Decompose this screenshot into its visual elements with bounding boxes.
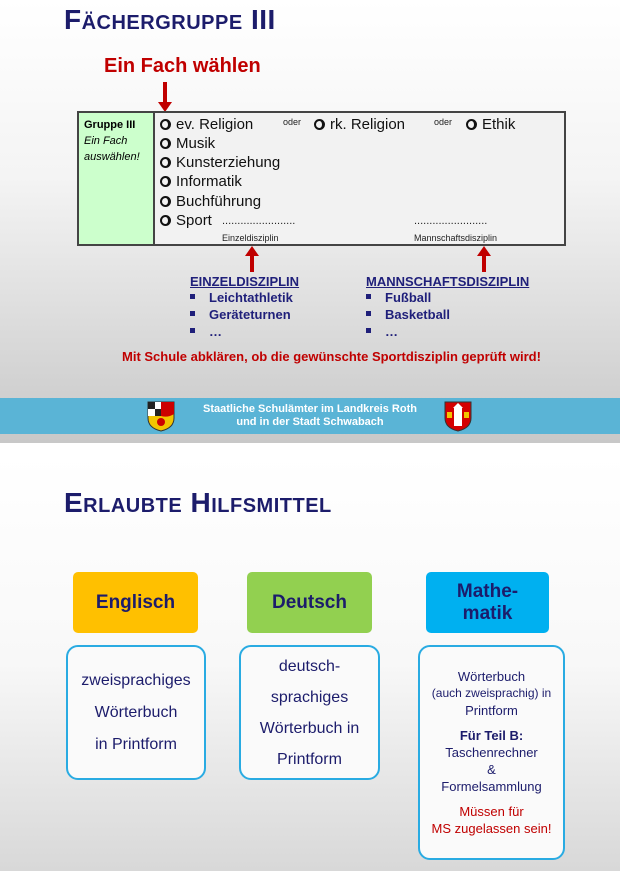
page-title: Erlaubte Hilfsmittel <box>64 487 332 518</box>
radio-icon <box>160 138 171 149</box>
option-ethik[interactable] <box>466 116 515 133</box>
bullet-icon <box>190 328 195 333</box>
header-line: Mathe- <box>456 580 519 602</box>
option-label: rk. Religion <box>330 116 406 133</box>
option-label: ev. Religion <box>176 116 254 133</box>
slide-hilfsmittel <box>0 455 620 871</box>
content-line: Formelsammlung <box>441 779 542 794</box>
einzel-blank[interactable]: ........................ <box>222 215 296 227</box>
header-line: matik <box>462 602 513 624</box>
warning-line: MS zugelassen sein! <box>431 821 552 836</box>
content-line: Taschenrechner <box>445 745 538 760</box>
radio-icon <box>160 176 171 187</box>
content-line: Printform <box>277 750 342 768</box>
radio-icon <box>314 119 325 130</box>
content-line: sprachiges <box>270 688 349 706</box>
option-label: Buchführung <box>176 193 262 210</box>
arrow-down-icon <box>163 82 167 104</box>
mannschaft-list <box>366 274 529 340</box>
group-table <box>77 111 566 246</box>
list-item: Leichtathletik <box>190 289 299 306</box>
option-label: Ethik <box>482 116 516 133</box>
content-line: Printform <box>465 703 518 718</box>
radio-icon <box>160 119 171 130</box>
einzel-label: Einzeldisziplin <box>222 233 279 243</box>
option-ev-religion[interactable] <box>160 116 253 133</box>
bullet-icon <box>366 294 371 299</box>
content-line: deutsch- <box>278 657 341 675</box>
group-name: Gruppe III <box>84 119 136 131</box>
schwabach-coat-of-arms-icon <box>443 400 473 432</box>
list-item: … <box>190 323 299 340</box>
radio-icon <box>160 215 171 226</box>
einzel-heading: EINZELDISZIPLIN <box>190 274 300 289</box>
deutsch-header: Deutsch <box>247 572 372 633</box>
instruction: Ein Fach wählen <box>104 55 261 77</box>
bullet-icon <box>190 294 195 299</box>
list-item: … <box>366 323 529 340</box>
option-label: Sport <box>176 212 212 229</box>
group-hint: Ein Fach <box>84 135 128 147</box>
option-kunsterziehung[interactable] <box>160 154 280 171</box>
radio-icon <box>160 157 171 168</box>
bullet-icon <box>366 311 371 316</box>
group-hint: auswählen! <box>84 151 140 163</box>
page-title: Fächergruppe III <box>64 4 276 35</box>
or-label: oder <box>283 117 302 127</box>
content-line: Für Teil B: <box>459 728 524 743</box>
option-rk-religion[interactable] <box>314 116 405 133</box>
englisch-content <box>66 645 206 780</box>
option-buchfuehrung[interactable] <box>160 193 261 210</box>
deutsch-content <box>239 645 380 780</box>
arrow-up-icon <box>482 254 486 272</box>
option-label: Musik <box>176 135 216 152</box>
option-sport[interactable] <box>160 212 212 229</box>
sport-note: Mit Schule abklären, ob die gewünschte Sportdisziplin geprüft wird! <box>122 349 541 364</box>
content-line: (auch zweisprachig) in <box>431 686 552 700</box>
mathematik-header <box>426 572 549 633</box>
footer-banner <box>0 398 620 434</box>
list-item: Basketball <box>366 306 529 323</box>
arrow-up-icon <box>250 254 254 272</box>
list-item: Geräteturnen <box>190 306 299 323</box>
content-line: zweisprachiges <box>81 671 191 689</box>
banner-line: Staatliche Schulämter im Landkreis Roth <box>203 403 417 415</box>
einzel-list <box>190 274 299 340</box>
bullet-icon <box>190 311 195 316</box>
radio-icon <box>160 196 171 207</box>
radio-icon <box>466 119 477 130</box>
bullet-icon <box>366 328 371 333</box>
warning-line: Müssen für <box>459 804 524 819</box>
englisch-header: Englisch <box>73 572 198 633</box>
list-item: Fußball <box>366 289 529 306</box>
or-label: oder <box>434 117 453 127</box>
banner-line: und in der Stadt Schwabach <box>236 416 384 428</box>
content-line: Wörterbuch <box>457 669 526 684</box>
content-line: Wörterbuch <box>94 703 178 721</box>
option-informatik[interactable] <box>160 173 242 190</box>
banner-text <box>0 403 620 429</box>
content-line: & <box>487 762 496 777</box>
mannschaft-blank[interactable]: ........................ <box>414 215 488 227</box>
mannschaft-label: Mannschaftsdisziplin <box>414 233 498 243</box>
content-line: Wörterbuch in <box>259 719 360 737</box>
option-label: Informatik <box>176 173 242 190</box>
mannschaft-heading: MANNSCHAFTSDISZIPLIN <box>366 274 530 289</box>
group-label-cell <box>79 113 155 244</box>
mathematik-content <box>418 645 565 860</box>
content-line: in Printform <box>95 735 177 753</box>
option-musik[interactable] <box>160 135 215 152</box>
option-label: Kunsterziehung <box>176 154 281 171</box>
